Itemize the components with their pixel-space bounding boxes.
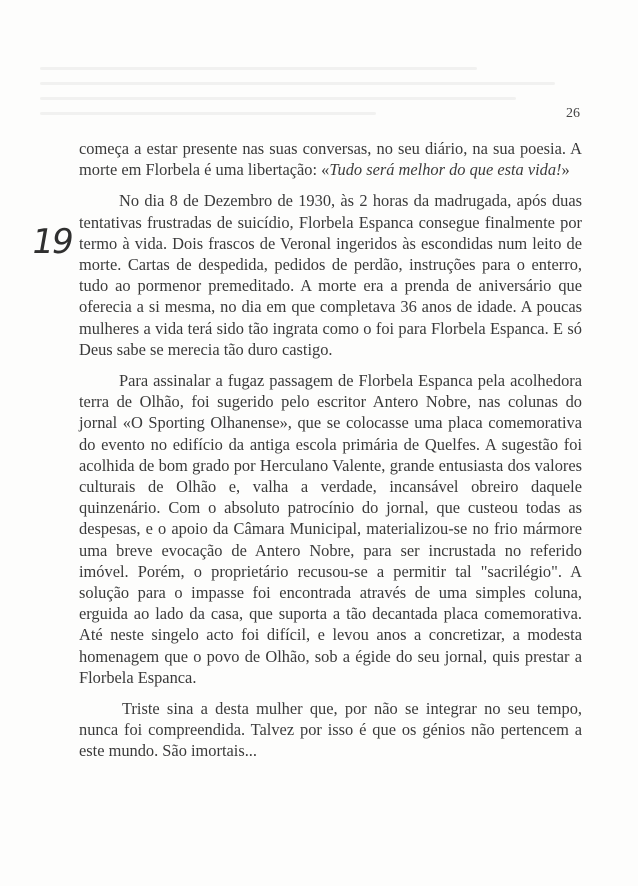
- body-text: [79, 138, 582, 762]
- paragraph-1: [79, 138, 582, 180]
- paragraph-4: Triste sina a desta mulher que, por não se integrar no seu tempo, nunca foi compreendida. Talvez por isso é que os génios não pertencem a este mundo. São imortais...: [79, 699, 582, 761]
- page-number: 26: [566, 106, 580, 121]
- paragraph-1-close: »: [561, 160, 570, 180]
- paragraph-1-quote: Tudo será melhor do que esta vida!: [329, 160, 562, 180]
- bleed-through-text: [40, 55, 600, 135]
- handwritten-margin-note: 19: [28, 222, 75, 262]
- paragraph-1-text: começa a estar presente nas suas conversas, no seu diário, na sua poesia. A morte em Florbela é uma libertação: «: [79, 139, 582, 180]
- paragraph-2: No dia 8 de Dezembro de 1930, às 2 horas da madrugada, após duas tentativas frustradas de suicídio, Florbela Espanca consegue finalmente por termo à vida. Dois frascos de Veronal ingeridos às escondidas num leito de morte. Cartas de despedida, pedidos de perdão, instruções para o enterro, tudo ao pormenor premeditado. A morte era a prenda de aniversário que oferecia a si mesma, no dia em que completava 36 anos de idade. A poucas mulheres a vida terá sido tão ingrata como o foi para Florbela Espanca. E só Deus sabe se merecia tão duro castigo.: [79, 191, 582, 359]
- paragraph-3: Para assinalar a fugaz passagem de Florbela Espanca pela acolhedora terra de Olhão, foi sugerido pelo escritor Antero Nobre, nas colunas do jornal «O Sporting Olhanense», que se colocasse uma placa comemorativa do evento no edifício da antiga escola primária de Quelfes. A sugestão foi acolhida de bom grado por Herculano Valente, grande entusiasta dos valores culturais de Olhão e, valha a verdade, incansável obreiro daquele quinzenário. Com o absoluto patrocínio do jornal, que custeou todas as despesas, e o apoio da Câmara Municipal, materializou-se no frio mármore uma breve evocação de Antero Nobre, para ser incrustada no referido imóvel. Porém, o proprietário recusou-se a permitir tal "sacrilégio". A solução para o impasse foi encontrada através de uma simples coluna, erguida ao lado da casa, que suporta a tão decantada placa comemorativa. Até neste singelo acto foi difícil, e levou anos a concretizar, a modesta homenagem que o povo de Olhão, sob a égide do seu jornal, quis prestar a Florbela Espanca.: [79, 371, 582, 687]
